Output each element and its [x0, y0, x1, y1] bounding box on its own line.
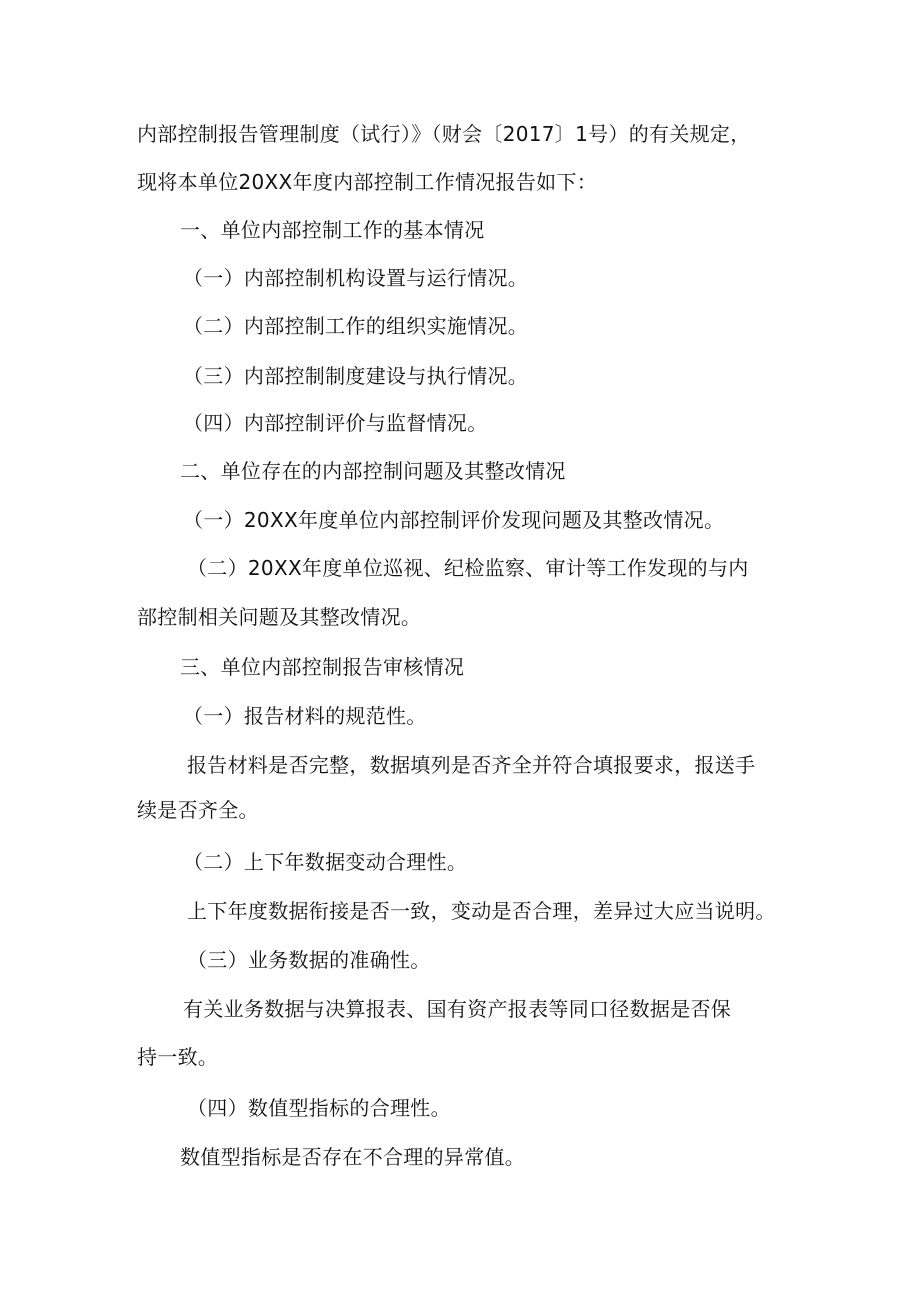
subsection-heading: （三）业务数据的准确性。	[187, 948, 431, 972]
section-heading-2: 二、单位存在的内部控制问题及其整改情况	[180, 459, 566, 483]
subsection-heading: （四）内部控制评价与监督情况。	[183, 411, 488, 435]
subsection-heading: （一）报告材料的规范性。	[183, 704, 427, 728]
subsection-heading: （二）上下年数据变动合理性。	[183, 850, 468, 874]
paragraph-line: 持一致。	[137, 1045, 219, 1069]
paragraph-line: 现将本单位20XX年度内部控制工作情况报告如下：	[137, 170, 598, 194]
section-heading-3: 三、单位内部控制报告审核情况	[180, 655, 465, 679]
paragraph-line: 部控制相关问题及其整改情况。	[137, 605, 422, 629]
section-heading-1: 一、单位内部控制工作的基本情况	[180, 218, 485, 242]
subsection-heading: （四）数值型指标的合理性。	[187, 1096, 451, 1120]
paragraph-line: 报告材料是否完整，数据填列是否齐全并符合填报要求，报送手	[187, 753, 756, 777]
paragraph-line: 有关业务数据与决算报表、国有资产报表等同口径数据是否保	[183, 997, 732, 1021]
subsection-heading: （一）20XX年度单位内部控制评价发现问题及其整改情况。	[183, 508, 725, 532]
subsection-heading: （一）内部控制机构设置与运行情况。	[183, 266, 529, 290]
subsection-heading: （三）内部控制制度建设与执行情况。	[183, 364, 529, 388]
subsection-heading: （二）20XX年度单位巡视、纪检监察、审计等工作发现的与内	[187, 556, 749, 580]
subsection-heading: （二）内部控制工作的组织实施情况。	[183, 314, 529, 338]
paragraph-line: 数值型指标是否存在不合理的异常值。	[180, 1145, 526, 1169]
paragraph-line: 内部控制报告管理制度（试行）》（财会〔2017〕1号）的有关规定，	[137, 122, 751, 146]
paragraph-line: 上下年度数据衔接是否一致，变动是否合理，差异过大应当说明。	[187, 899, 776, 923]
paragraph-line: 续是否齐全。	[137, 798, 259, 822]
